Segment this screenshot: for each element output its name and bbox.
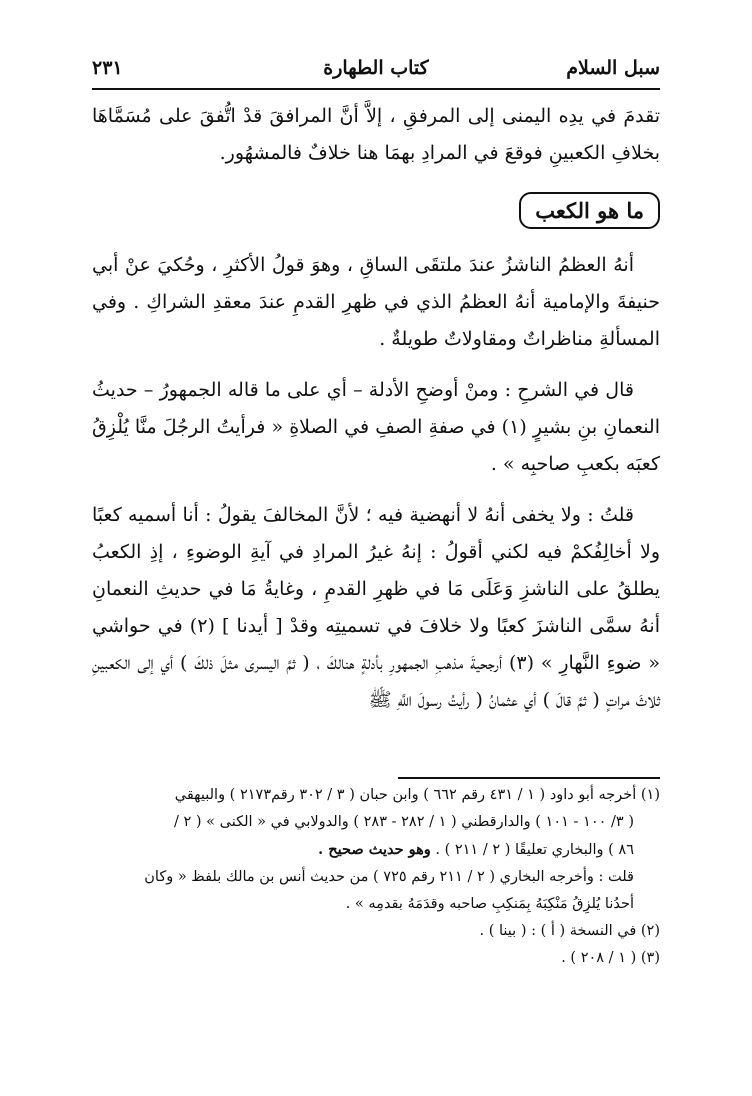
footnote-1-note-line-1: قلت : وأخرجه البخاري ( ٢ / ٢١١ رقم ٧٢٥ ) من حديث أنس بن مالك بلفظ « وكان [144,869,634,885]
page-header [92,48,660,90]
page-number: ٢٣١ [92,57,123,79]
footnote-divider [398,777,660,779]
footnote-3: (٣) ( ١ / ٢٠٨ ) . [561,950,660,966]
footnote-1-line-3 [92,836,660,864]
footnotes [92,782,660,972]
paragraph-1: أنهُ العظمُ الناشزُ عندَ ملتقَى الساقِ ، وهوَ قولُ الأكثرِ ، وحُكيَ عنْ أبي حنيفةَ والإمامية أنهُ العظمُ الذي في ظهرِ القدمِ عندَ معقدِ الشراكِ . وفي المسألةِ مناظراتٌ ومقاولاتٌ طويلةٌ . [92,254,660,350]
footnote-1-line-2: ( ٣/ ١٠٠ - ١٠١ ) والدارقطني ( ١ / ٢٨٢ - ٢٨٣ ) والدولابي في « الكنى » ( ٢ / [174,814,634,830]
footnote-2: (٢) في النسخة ( أ ) : ( بينا ) . [479,923,660,939]
intro-paragraph: تقدمَ في يدِه اليمنى إلى المرفقِ ، إلاَّ أنَّ المرافقَ قدْ اتُّفقَ على مُسَمَّاهَا بخلافِ الكعبينِ فوقعَ في المرادِ بهمَا هنا خلافٌ فالمشهُور. [92,105,660,164]
paragraph-2: قال في الشرحِ : ومنْ أوضحِ الأدلة – أي على ما قاله الجمهورُ – حديثُ النعمانِ بنِ بشيرٍ (١) في صفةِ الصفِ في الصلاةِ « فرأيتُ الرجُلَ منَّا يُلْزِقُ كعبَه بكعبِ صاحبِه » . [92,379,660,475]
chapter-title: كتاب الطهارة [323,57,429,79]
section-heading: ما هو الكعب [519,192,660,229]
footnote-1-note-line-2: أحدُنا يُلزِقُ مَنْكِبَهُ بِمَنكِبِ صاحبه وقدَمَهُ بقدمِه » . [345,896,634,912]
main-text [92,98,660,733]
paragraph-3: قلتُ : ولا يخفى أنهُ لا أنهضية فيه ؛ لأنَّ المخالفَ يقولُ : أنا أسميه كعبًا ولا أخالِفُكمْ فيه لكني أقولُ : إنهُ غيرُ المرادِ في آيةِ الوضوءِ ، إذِ الكعبُ يطلقُ على الناشزِ وَعَلَى مَا في ظهرِ القدمِ ، وغايةُ مَا في حديثِ النعمانِ أنهُ سمَّى الناشزَ كعبًا ولا خلافَ في تسميتِه وقدْ [ أيدنا ] (٢) في حواشي « ضوءِ النَّهارِ » (٣) أرجحيةَ مذهبِ الجمهورِ بأدلةٍ هنالكَ ، ( ثمَّ اليسرى مثلَ ذلكَ ) أي إلى الكعبينِ ثلاثَ مراتٍ ( ثمَّ قالَ ) أي عثمانُ ( رأيتُ رسولَ اللَّهِ ﷺ [92,504,661,711]
footnote-1-line-3-text: ٨٦ ) والبخاري تعليقًا ( ٢ / ٢١١ ) . [435,842,634,858]
book-name: سبل السلام [566,57,660,79]
footnote-1-verdict: وهو حديث صحيح . [318,841,431,858]
footnote-1-line-1: (١) أخرجه أبو داود ( ١ / ٤٣١ رقم ٦٦٢ ) وابن حبان ( ٣ / ٣٠٢ رقم٢١٧٣ ) والبيهقي [174,787,660,803]
